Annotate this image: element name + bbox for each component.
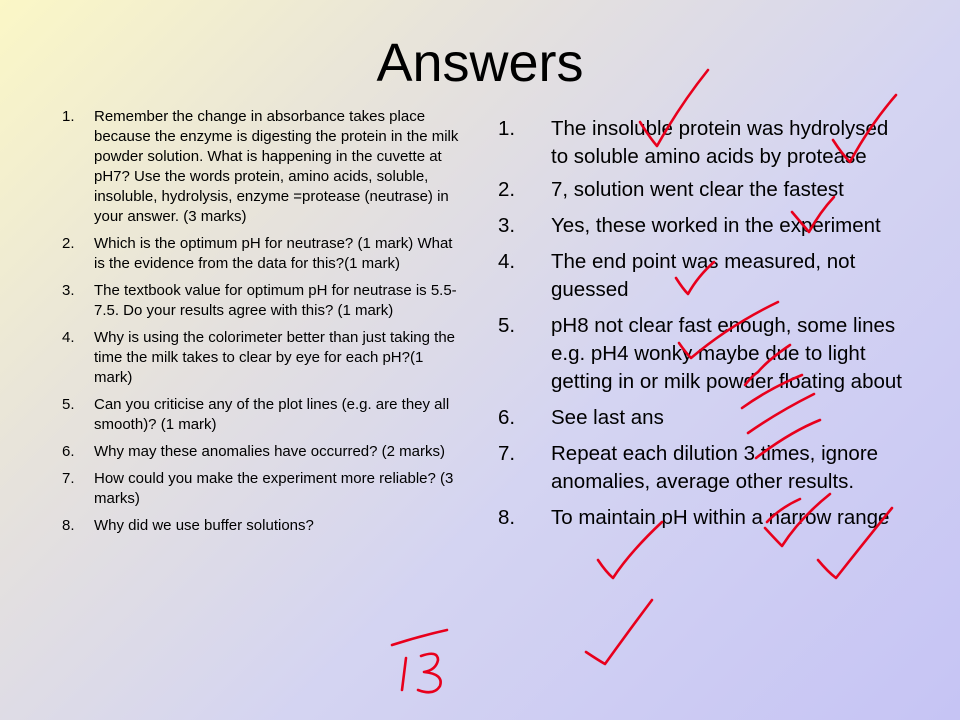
answer-text: The insoluble protein was hydrolysed to soluble amino acids by protease xyxy=(551,117,889,168)
question-number: 5. xyxy=(62,396,75,413)
question-text: Can you criticise any of the plot lines (e.g. are they all smooth)? (1 mark) xyxy=(94,396,450,433)
answer-number: 8. xyxy=(498,506,516,529)
answer-text: pH8 not clear fast enough, some lines e.g. pH4 wonky maybe due to light getting in or milk powder floating about xyxy=(551,314,902,393)
question-text: How could you make the experiment more reliable? (3 marks) xyxy=(94,470,454,507)
question-number: 7. xyxy=(62,470,75,487)
answer-item-6 xyxy=(498,404,910,432)
question-text: The textbook value for optimum pH for neutrase is 5.5-7.5. Do your results agree with this? (1 mark) xyxy=(94,282,457,319)
answer-number: 2. xyxy=(498,178,516,201)
answer-number: 1. xyxy=(498,117,516,140)
score-underline xyxy=(392,630,447,645)
answer-text: See last ans xyxy=(551,406,664,429)
score-three xyxy=(418,654,441,693)
answer-number: 6. xyxy=(498,406,516,429)
answer-item-3 xyxy=(498,212,910,240)
answers-list xyxy=(498,115,910,540)
answer-item-5 xyxy=(498,312,910,396)
question-text: Why may these anomalies have occurred? (2 marks) xyxy=(94,443,445,460)
answer-number: 7. xyxy=(498,442,516,465)
question-item-8 xyxy=(62,516,460,536)
question-number: 1. xyxy=(62,108,75,125)
question-item-3 xyxy=(62,281,460,321)
question-number: 8. xyxy=(62,517,75,534)
answer-item-2 xyxy=(498,176,910,204)
answer-number: 5. xyxy=(498,314,516,337)
answer-item-4 xyxy=(498,248,910,304)
answer-item-1 xyxy=(498,115,910,171)
question-number: 6. xyxy=(62,443,75,460)
question-text: Why did we use buffer solutions? xyxy=(94,517,314,534)
question-item-1 xyxy=(62,107,460,227)
answer-text: The end point was measured, not guessed xyxy=(551,250,856,301)
question-item-6 xyxy=(62,442,460,462)
score-one xyxy=(402,658,406,690)
slide-title: Answers xyxy=(376,33,584,93)
question-text: Remember the change in absorbance takes place because the enzyme is digesting the protein in the milk powder solution. What is happening in the cuvette at pH7? Use the words protein, amino acids, soluble, insoluble, hydrolysis, enzyme =protease (neutrase) in your answer. (3 marks) xyxy=(94,108,459,225)
question-text: Why is using the colorimeter better than just taking the time the milk takes to clear by eye for each pH?(1 mark) xyxy=(94,329,456,386)
tick-mark xyxy=(586,600,652,664)
answer-number: 4. xyxy=(498,250,516,273)
answer-item-7 xyxy=(498,440,910,496)
answer-item-8 xyxy=(498,504,910,532)
questions-list xyxy=(62,107,460,543)
answer-text: Repeat each dilution 3 times, ignore anomalies, average other results. xyxy=(551,442,879,493)
question-item-2 xyxy=(62,234,460,274)
question-item-5 xyxy=(62,395,460,435)
answer-text: 7, solution went clear the fastest xyxy=(551,178,844,201)
question-item-4 xyxy=(62,328,460,388)
answer-text: Yes, these worked in the experiment xyxy=(551,214,881,237)
question-text: Which is the optimum pH for neutrase? (1 mark) What is the evidence from the data for this?(1 mark) xyxy=(94,235,453,272)
question-number: 2. xyxy=(62,235,75,252)
answer-number: 3. xyxy=(498,214,516,237)
answer-text: To maintain pH within a narrow range xyxy=(551,506,890,529)
question-number: 3. xyxy=(62,282,75,299)
question-number: 4. xyxy=(62,329,75,346)
question-item-7 xyxy=(62,469,460,509)
